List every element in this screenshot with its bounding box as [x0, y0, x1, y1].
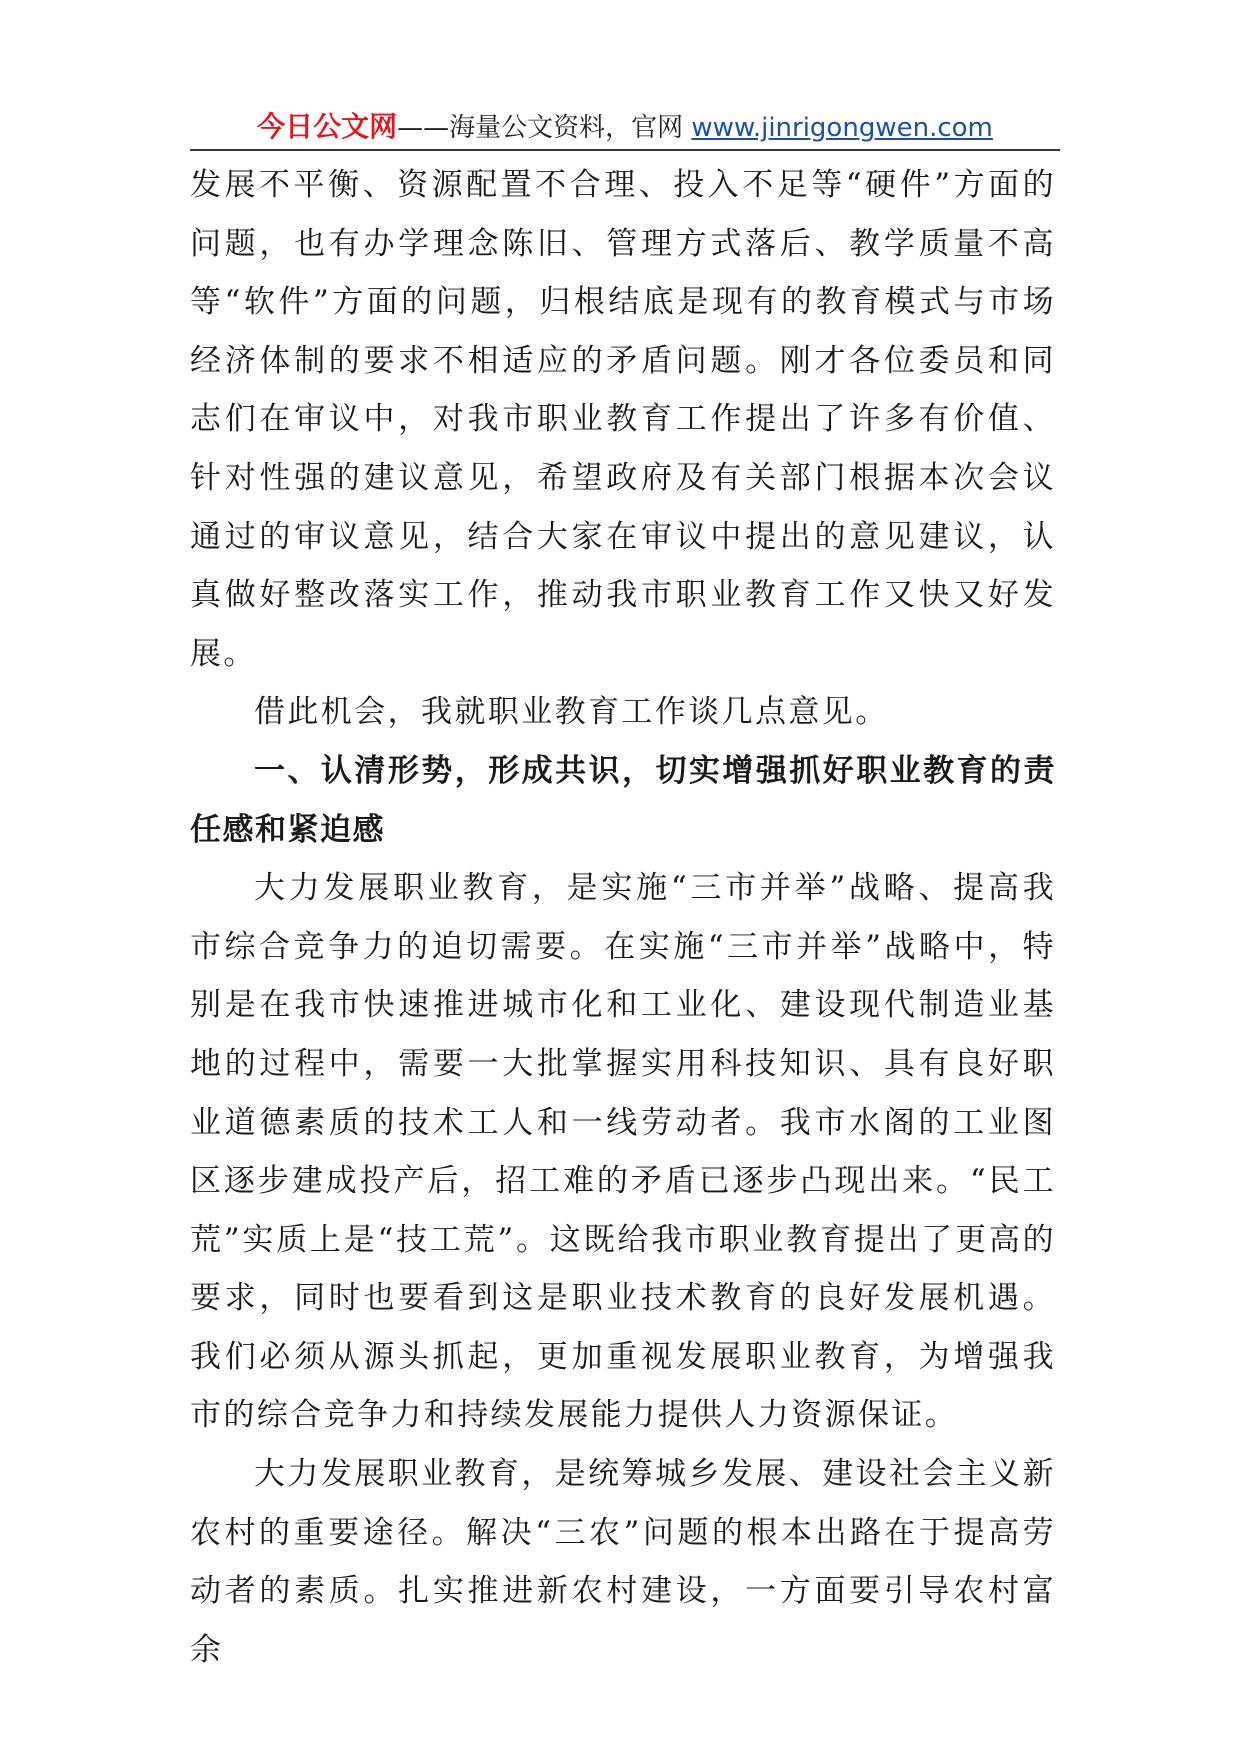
site-header [190, 108, 1060, 146]
document-body [190, 156, 1056, 1679]
site-brand: 今日公文网 [257, 110, 398, 143]
header-dash: —— [397, 113, 450, 143]
header-divider [190, 149, 1060, 151]
paragraph-body: 大力发展职业教育，是统筹城乡发展、建设社会主义新农村的重要途径。解决“三农”问题的根本出路在于提高劳动者的素质。扎实推进新农村建设，一方面要引导农村富余 [190, 1456, 1056, 1668]
paragraph-intro: 借此机会，我就职业教育工作谈几点意见。 [254, 694, 889, 731]
site-url-link[interactable]: www.jinrigongwen.com [691, 113, 993, 143]
header-tagline: 海量公文资料，官网 [449, 113, 692, 143]
section-heading-1: 一、认清形势，形成共识，切实增强抓好职业教育的责任感和紧迫感 [190, 752, 1056, 848]
paragraph-continuation: 发展不平衡、资源配置不合理、投入不足等“硬件”方面的问题，也有办学理念陈旧、管理方式落后、教学质量不高等“软件”方面的问题，归根结底是现有的教育模式与市场经济体制的要求不相适应的矛盾问题。刚才各位委员和同志们在审议中，对我市职业教育工作提出了许多有价值、针对性强的建议意见，希望政府及有关部门根据本次会议通过的审议意见，结合大家在审议中提出的意见建议，认真做好整改落实工作，推动我市职业教育工作又快又好发展。 [190, 167, 1056, 672]
paragraph-body: 大力发展职业教育，是实施“三市并举”战略、提高我市综合竞争力的迫切需要。在实施“三市并举”战略中，特别是在我市快速推进城市化和工业化、建设现代制造业基地的过程中，需要一大批掌握实用科技知识、具有良好职业道德素质的技术工人和一线劳动者。我市水阁的工业图区逐步建成投产后，招工难的矛盾已逐步凸现出来。“民工荒”实质上是“技工荒”。这既给我市职业教育提出了更高的要求，同时也要看到这是职业技术教育的良好发展机遇。我们必须从源头抓起，更加重视发展职业教育，为增强我市的综合竞争力和持续发展能力提供人力资源保证。 [190, 870, 1056, 1434]
